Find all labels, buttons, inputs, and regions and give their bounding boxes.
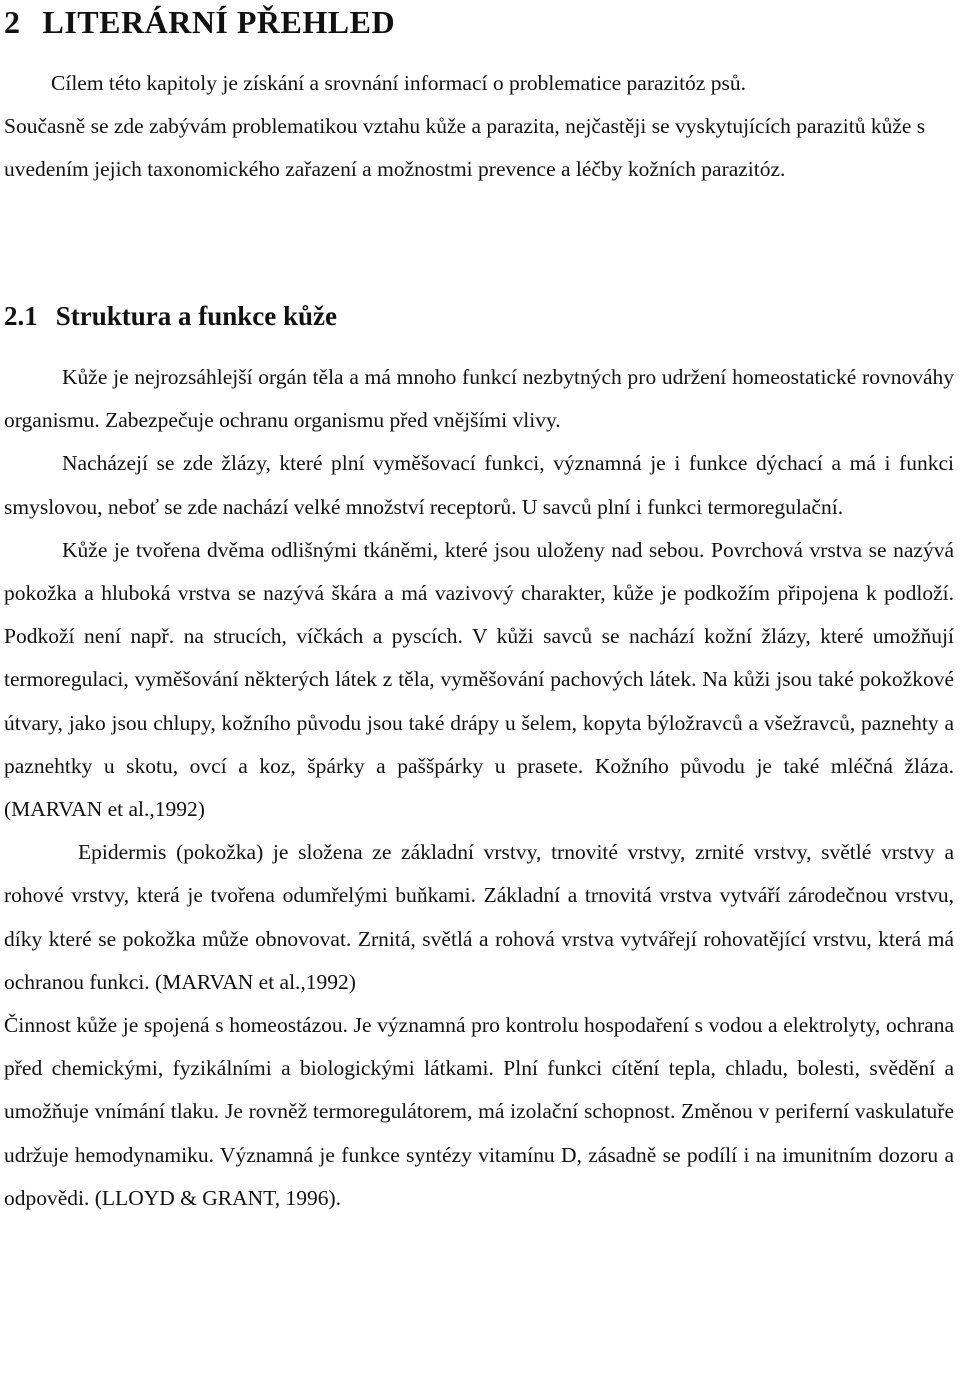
intro-line-1: Cílem této kapitoly je získání a srovnání informací o problematice parazitóz psů. (51, 71, 746, 95)
intro-rest: Současně se zde zabývám problematikou vztahu kůže a parazita, nejčastěji se vyskytujících parazitů kůže s uvedením jejich taxonomického zařazení a možnostmi prevence a léčby kožních parazitóz. (4, 114, 926, 181)
section-title: Struktura a funkce kůže (55, 301, 338, 331)
paragraph-3: Kůže je tvořena dvěma odlišnými tkáněmi, které jsou uloženy nad sebou. Povrchová vrstva se nazývá pokožka a hluboká vrstva se nazývá škára a má vazivový charakter, kůže je podkožím připojena k podloží. Podkoží není např. na strucích, víčkách a pyscích. V kůži savců se nachází kožní žlázy, které umožňují termoregulaci, vyměšování některých látek z těla, vyměšování pachových látek. Na kůži jsou také pokožkové útvary, jako jsou chlupy, kožního původu jsou také drápy u šelem, kopyta býložravců a všežravců, paznehty a paznehtky u skotu, ovcí a koz, špárky a paššpárky u prasete. Kožního původu je také mléčná žláza. (MARVAN et al.,1992) (4, 537, 954, 822)
paragraph-4: Epidermis (pokožka) je složena ze základní vrstvy, trnovité vrstvy, zrnité vrstvy, světlé vrstvy a rohové vrstvy, která je tvořena odumřelými buňkami. Základní a trnovitá vrstva vytváří zárodečnou vrstvu, díky které se pokožka může obnovovat. Zrnitá, světlá a rohová vrstva vytvářejí rohovatějící vrstvu, která má ochranou funkci. (MARVAN et al.,1992) (4, 840, 954, 994)
paragraph-1: Kůže je nejrozsáhlejší orgán těla a má mnoho funkcí nezbytných pro udržení homeostatické rovnováhy organismu. Zabezpečuje ochranu organismu před vnějšími vlivy. (4, 365, 954, 433)
chapter-heading (4, 2, 395, 42)
section-number: 2.1 (4, 301, 38, 331)
intro-paragraph (4, 62, 954, 191)
chapter-title: LITERÁRNÍ PŘEHLED (42, 4, 396, 40)
section-heading (4, 296, 337, 336)
section-body (4, 356, 954, 1220)
paragraph-2: Nacházejí se zde žlázy, které plní vyměšovací funkci, významná je i funkce dýchací a má i funkci smyslovou, neboť se zde nachází velké množství receptorů. U savců plní i funkci termoregulační. (4, 451, 954, 519)
chapter-number: 2 (4, 4, 21, 40)
paragraph-5: Činnost kůže je spojená s homeostázou. Je významná pro kontrolu hospodaření s vodou a elektrolyty, ochrana před chemickými, fyzikálními a biologickými látkami. Plní funkci cítění tepla, chladu, bolesti, svědění a umožňuje vnímání tlaku. Je rovněž termoregulátorem, má izolační schopnost. Změnou v periferní vaskulatuře udržuje hemodynamiku. Významná je funkce syntézy vitamínu D, zásadně se podílí i na imunitním dozoru a odpovědi. (LLOYD & GRANT, 1996). (4, 1013, 954, 1210)
